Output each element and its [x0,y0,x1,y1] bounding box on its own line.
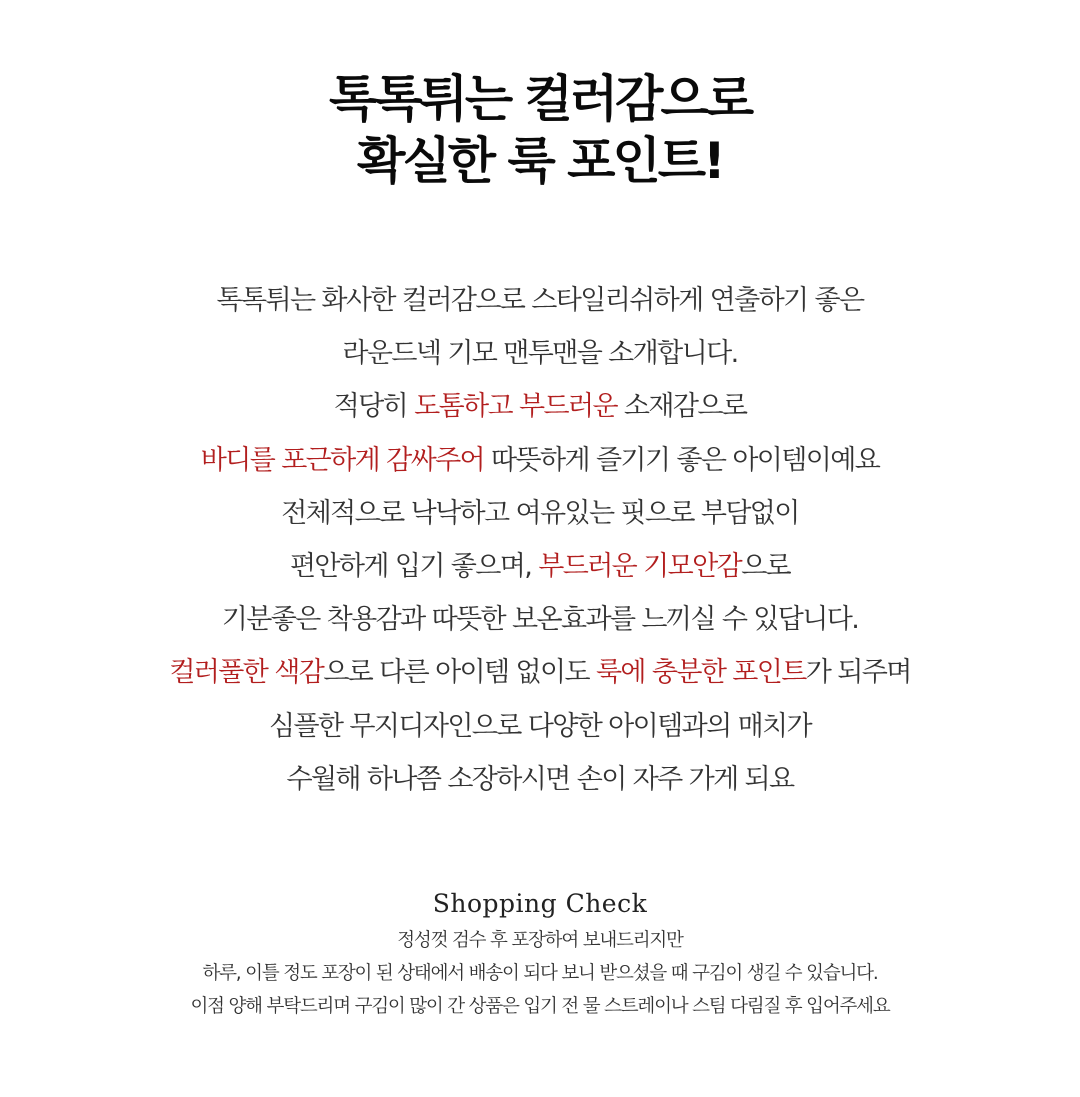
description-text: 으로 [741,550,791,582]
shopping-check-title: Shopping Check [432,889,648,918]
description-text: 톡톡튀는 화사한 컬러감으로 스타일리쉬하게 연출하기 좋은 [216,285,864,316]
headline-line: 확실한 룩 포인트! [357,132,723,190]
shopping-check-line: 하루, 이틀 정도 포장이 된 상태에서 배송이 되다 보니 받으셨을 때 구김이 생길 수 있습니다. [202,963,878,984]
highlighted-phrase: 도톰하고 부드러운 [414,391,617,423]
headline-line: 톡톡튀는 컬러감으로 [328,70,752,128]
description-line [0,646,1080,699]
description-text: 전체적으로 낙낙하고 여유있는 핏으로 부담없이 [281,497,799,529]
description-text: 가 되주며 [805,657,911,689]
description-text: 으로 다른 아이템 없이도 [323,657,596,689]
description-text: 적당히 [333,391,415,423]
description-line [0,434,1080,487]
shopping-check-line: 이점 양해 부탁드리며 구김이 많이 간 상품은 입기 전 물 스트레이나 스팀 다림질 후 입어주세요 [190,996,890,1017]
shopping-check-line: 정성껏 검수 후 포장하여 보내드리지만 [397,930,683,951]
highlighted-phrase: 부드러운 기모안감 [538,550,742,582]
description-line [0,487,1080,540]
description-text: 기분좋은 착용감과 따뜻한 보온효과를 느끼실 수 있답니다. [221,604,859,636]
description-line [0,700,1080,753]
product-description [0,274,1080,806]
description-line [0,380,1080,433]
description-text: 편안하게 입기 좋으며, [289,550,539,582]
description-line [0,593,1080,646]
description-line [0,540,1080,593]
description-text: 라운드넥 기모 맨투맨을 소개합니다. [342,338,738,370]
description-line [0,274,1080,327]
description-text: 수월해 하나쯤 소장하시면 손이 자주 가게 되요 [286,763,794,795]
description-text: 따뜻하게 즐기기 좋은 아이템이예요 [484,444,880,476]
description-text: 소재감으로 [616,391,747,423]
shopping-check-section [0,884,1080,1023]
highlighted-phrase: 컬러풀한 색감 [169,657,324,689]
description-line [0,753,1080,806]
highlighted-phrase: 바디를 포근하게 감싸주어 [200,444,485,476]
highlighted-phrase: 룩에 충분한 포인트 [595,657,806,689]
headline [0,68,1080,192]
description-text: 심플한 무지디자인으로 다양한 아이템과의 매치가 [268,710,812,742]
description-line [0,327,1080,380]
